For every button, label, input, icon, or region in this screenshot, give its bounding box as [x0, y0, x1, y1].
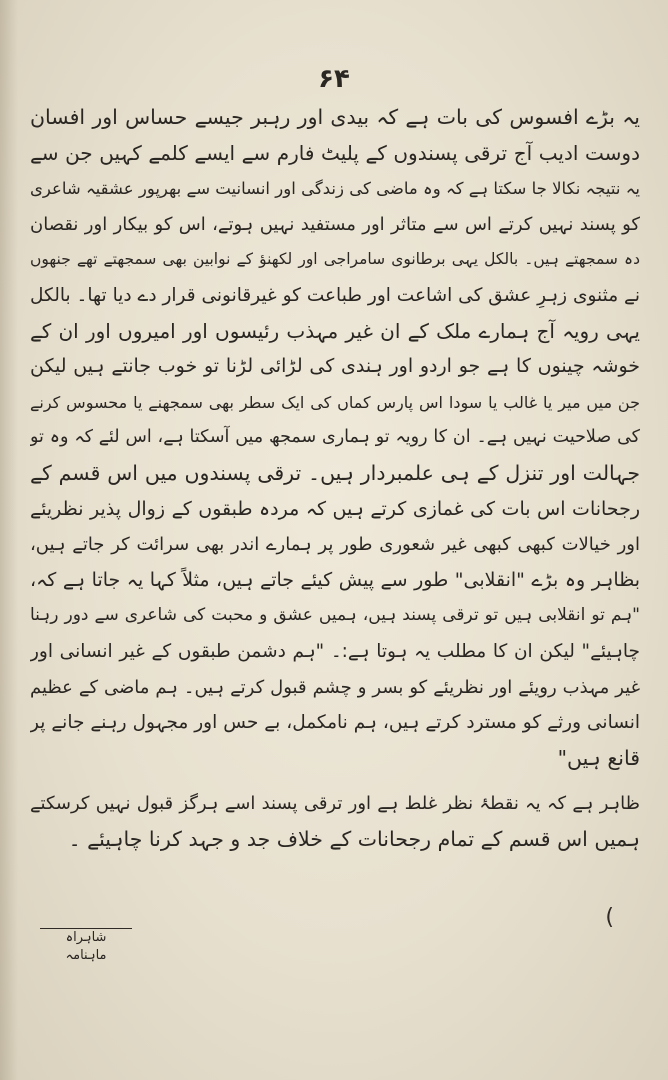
- text-line: جن میں میر یا غالب یا سودا اس پارس کماں کی ایک سطر بھی سمجھنے یا محسوس کرنے: [30, 392, 640, 412]
- page-number: ۶۴: [318, 64, 350, 94]
- margin-mark: (: [605, 905, 614, 930]
- text-line: کی صلاحیت نہیں ہے۔ ان کا رویہ تو ہماری سمجھ میں آسکتا ہے، اس لئے کہ وہ تو: [30, 427, 640, 448]
- text-line: رجحانات اس بات کی غمازی کرتے ہیں کہ مردہ طبقوں کے زوال پذیر نظریئے: [30, 497, 640, 520]
- paragraph-gap: [30, 776, 640, 786]
- text-line: "ہم تو انقلابی ہیں تو ترقی پسند ہیں، ہمیں عشق و محبت کی شاعری سے دور رہنا: [30, 605, 640, 626]
- publication-stamp: [40, 928, 132, 985]
- closing-line: ظاہر ہے کہ یہ نقطۂ نظر غلط ہے اور ترقی پسند اسے ہرگز قبول نہیں کرسکتے: [30, 793, 640, 815]
- closing-line: ہمیں اس قسم کے تمام رجحانات کے خلاف جد و جہد کرنا چاہیئے ۔: [68, 826, 640, 851]
- stamp-subtitle: ماہنامہ: [65, 948, 107, 963]
- text-line: قانع ہیں": [557, 745, 640, 770]
- text-line: چاہیئے" لیکن ان کا مطلب یہ ہوتا ہے:۔ "ہم دشمن طبقوں کے غیر انسانی اور: [30, 640, 640, 662]
- text-line: دوست ادیب آج ترقی پسندوں کے پلیٹ فارم سے ایسے کلمے کہیں جن سے: [30, 140, 640, 165]
- text-line: یہ بڑے افسوس کی بات ہے کہ بیدی اور رہبر جیسے حساس اور افسان: [30, 105, 640, 129]
- text-line: بظاہر وہ بڑے "انقلابی" طور سے پیش کیئے جاتے ہیں، مثلاً کہا یہ جاتا ہے کہ،: [30, 568, 640, 591]
- text-line: انسانی ورثے کو مسترد کرتے ہیں، ہم نامکمل، بے حس اور مجہول رہنے جانے پر: [30, 712, 640, 734]
- text-line: جہالت اور تنزل کے ہی علمبردار ہیں۔ ترقی پسندوں میں اس قسم کے: [30, 460, 640, 485]
- stamp-title: شاہراہ: [65, 930, 107, 945]
- text-line: نے مثنوی زہرِ عشق کی اشاعت اور طباعت کو غیرقانونی قرار دے دیا تھا۔ بالکل: [30, 284, 640, 306]
- text-line: دہ سمجھتے ہیں۔ بالکل یہی برطانوی سامراجی اور لکھنؤ کے نوابین بھی سمجھتے تھے جنھوں: [30, 250, 640, 269]
- text-line: کو پسند نہیں کرتے اس سے متاثر اور مستفید نہیں ہوتے، اس کو بیکار اور نقصان: [30, 213, 640, 235]
- text-line: اور خیالات کبھی کبھی غیر شعوری طور پر ہمارے اندر بھی سرائت کر جاتے ہیں،: [30, 534, 640, 556]
- text-line: خوشہ چینوں کا ہے جو اردو اور ہندی کی لڑائی لڑنا تو خوب جانتے ہیں لیکن: [30, 355, 640, 378]
- text-line: غیر مہذب رویئے اور نظریئے کو بسر و چشم قبول کرتے ہیں۔ ہم ماضی کے عظیم: [30, 676, 640, 698]
- text-line: یہ نتیجہ نکالا جا سکتا ہے کہ وہ ماضی کی زندگی اور انسانیت سے بھرپور عشقیہ شاعری: [30, 179, 640, 199]
- text-line: یہی رویہ آج ہمارے ملک کے ان غیر مہذب رئیسوں اور امیروں اور ان کے: [30, 318, 640, 343]
- body-text: [30, 100, 640, 857]
